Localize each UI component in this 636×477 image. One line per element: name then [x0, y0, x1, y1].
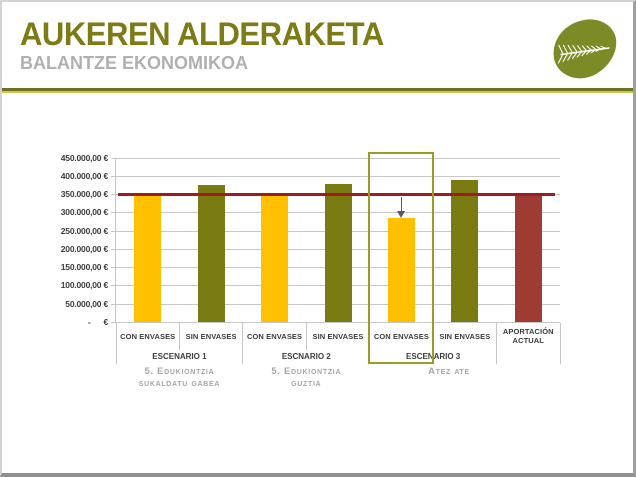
y-axis-label: 50.000,00 €	[65, 298, 108, 309]
bar	[515, 195, 542, 323]
category-label: SIN ENVASES	[439, 331, 491, 341]
bar	[325, 184, 352, 323]
axis-caption-line: guztia	[291, 377, 322, 389]
y-axis-label: 300.000,00 €	[60, 207, 108, 218]
arrow-head-icon	[397, 211, 405, 218]
y-axis-label: 450.000,00 €	[60, 152, 108, 163]
category-label: CON ENVASES	[246, 331, 303, 341]
arrow-stem	[401, 197, 403, 211]
axis-caption-line: sukaldatu gabea	[138, 377, 221, 389]
bar	[134, 196, 161, 322]
axis-caption	[428, 366, 470, 378]
group-label: ESCENARIO 1	[152, 352, 207, 361]
bar	[261, 193, 288, 323]
y-axis-line	[115, 158, 116, 323]
axis-caption-line: 5. Edukiontzia	[271, 366, 342, 377]
bar-chart	[2, 2, 636, 477]
axis-caption-line: Atez ate	[428, 366, 470, 377]
bar	[198, 185, 225, 322]
bar	[451, 180, 478, 323]
y-axis-label: 250.000,00 €	[60, 225, 108, 236]
group-label: ESCENARIO 3	[406, 352, 461, 361]
page-subtitle: BALANTZE EKONOMIKOA	[20, 53, 248, 73]
axis-caption-line: 5. Edukiontzia	[144, 366, 215, 377]
group-separator	[560, 323, 561, 365]
category-label: APORTACIÓN ACTUAL	[502, 327, 554, 346]
y-axis-label: 100.000,00 €	[60, 280, 108, 291]
gridline	[116, 158, 560, 159]
y-axis-label: 400.000,00 €	[60, 170, 108, 181]
y-axis-label: 150.000,00 €	[60, 262, 108, 273]
reference-line	[118, 193, 555, 196]
category-label: CON ENVASES	[373, 331, 429, 341]
y-axis-label: - €	[87, 317, 108, 327]
group-label: ESCNARIO 2	[281, 352, 331, 361]
axis-caption	[271, 366, 341, 389]
y-axis-label: 350.000,00 €	[60, 189, 108, 200]
y-axis-label: 200.000,00 €	[60, 243, 108, 254]
category-label: SIN ENVASES	[312, 331, 364, 341]
category-label: SIN ENVASES	[185, 331, 237, 341]
page-title: AUKEREN ALDERAKETA	[20, 16, 384, 52]
gridline	[116, 176, 560, 177]
axis-caption	[139, 366, 220, 389]
category-label: CON ENVASES	[120, 331, 176, 341]
highlight-box	[368, 152, 433, 364]
